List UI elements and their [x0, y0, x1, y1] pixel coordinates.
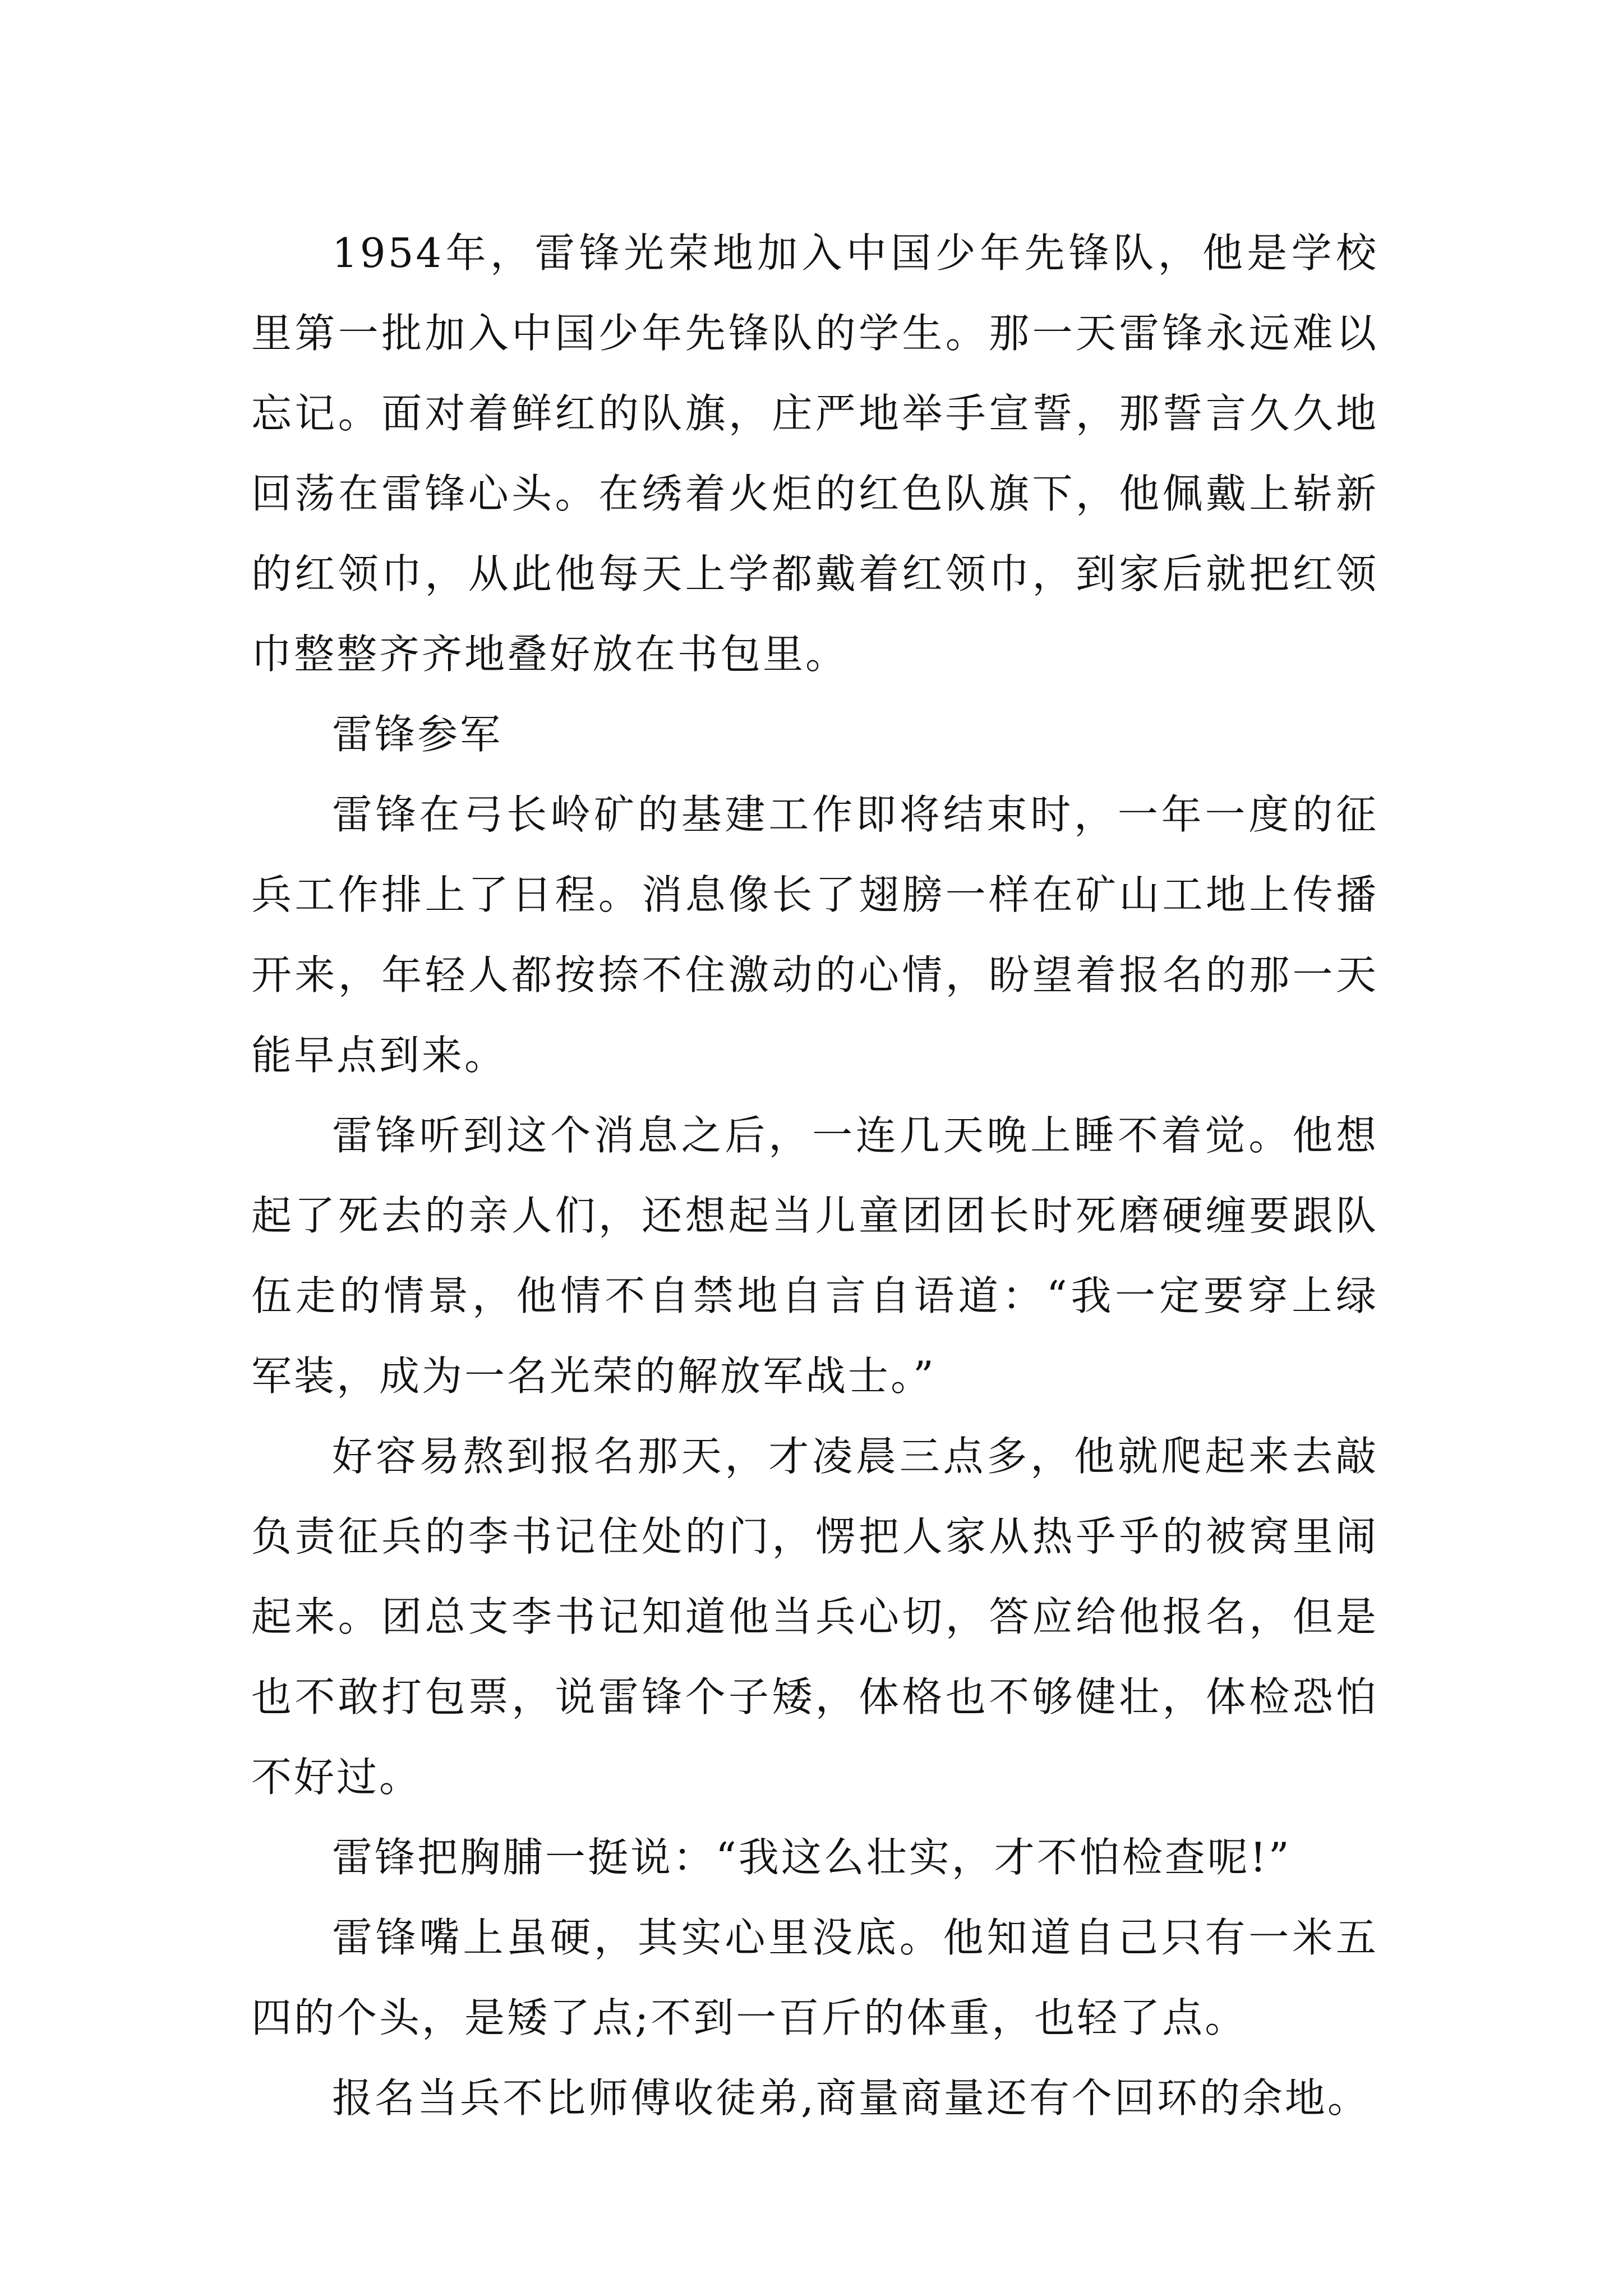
paragraph-6: 雷锋嘴上虽硬，其实心里没底。他知道自己只有一米五四的个头，是矮了点;不到一百斤的体重，也轻了点。 — [251, 1914, 1378, 2041]
section-heading: 雷锋参军 — [332, 711, 503, 758]
paragraph-5: 雷锋把胸脯一挺说：“我这么壮实，才不怕检查呢!” — [332, 1834, 1292, 1881]
paragraph-2: 雷锋在弓长岭矿的基建工作即将结束时，一年一度的征兵工作排上了日程。消息像长了翅膀一样在矿山工地上传播开来，年轻人都按捺不住激动的心情，盼望着报名的那一天能早点到来。 — [251, 791, 1378, 1079]
paragraph-1: 1954年，雷锋光荣地加入中国少年先锋队，他是学校里第一批加入中国少年先锋队的学生。那一天雷锋永远难以忘记。面对着鲜红的队旗，庄严地举手宣誓，那誓言久久地回荡在雷锋心头。在绣着火炬的红色队旗下，他佩戴上崭新的红领巾，从此他每天上学都戴着红领巾，到家后就把红领巾整整齐齐地叠好放在书包里。 — [251, 229, 1378, 678]
body-text — [251, 213, 1378, 2138]
paragraph-3: 雷锋听到这个消息之后，一连几天晚上睡不着觉。他想起了死去的亲人们，还想起当儿童团团长时死磨硬缠要跟队伍走的情景，他情不自禁地自言自语道：“我一定要穿上绿军装，成为一名光荣的解放军战士。” — [251, 1112, 1378, 1400]
paragraph-4: 好容易熬到报名那天，才凌晨三点多，他就爬起来去敲负责征兵的李书记住处的门，愣把人家从热乎乎的被窝里闹起来。团总支李书记知道他当兵心切，答应给他报名，但是也不敢打包票，说雷锋个子矮，体格也不够健壮，体检恐怕不好过。 — [251, 1433, 1378, 1801]
paragraph-7: 报名当兵不比师傅收徒弟,商量商量还有个回环的余地。 — [332, 2074, 1370, 2122]
